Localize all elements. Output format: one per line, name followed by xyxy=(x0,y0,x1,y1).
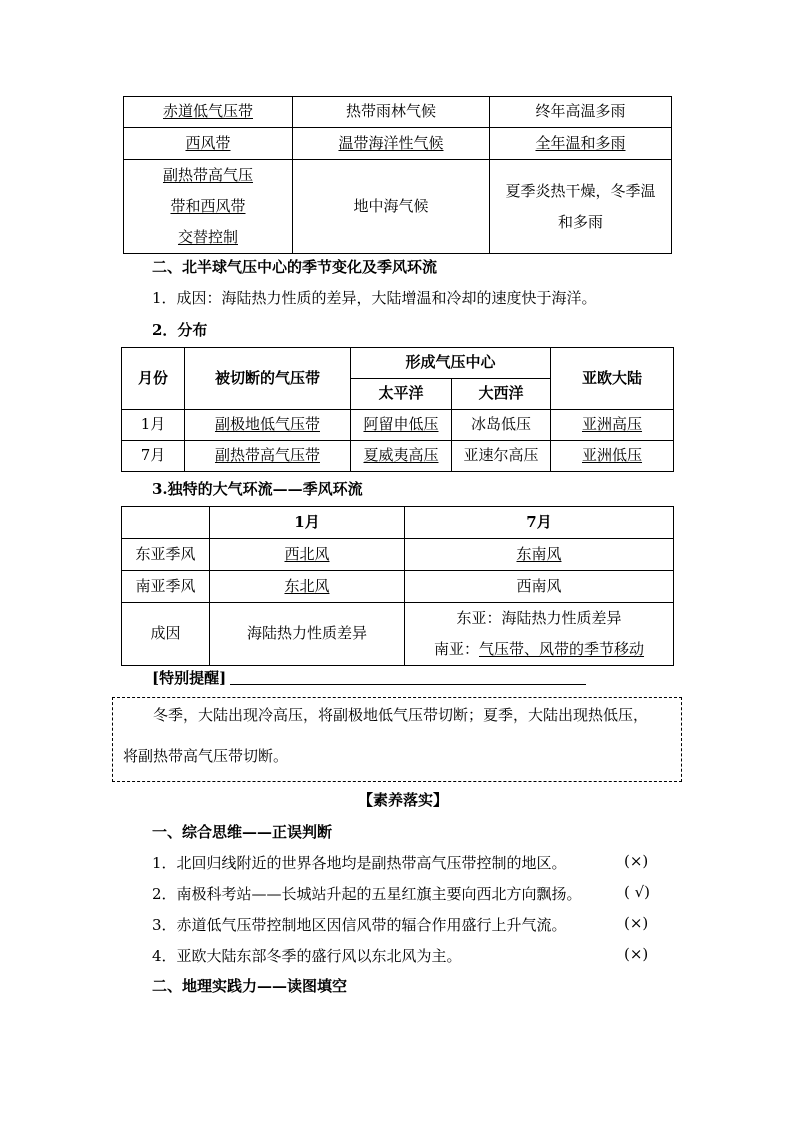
cell-text: 热带雨林气候 xyxy=(345,102,436,121)
header-eurasia: 亚欧大陆 xyxy=(551,348,674,410)
judge-mark: (×) xyxy=(624,914,649,932)
cell-pacific xyxy=(351,441,452,472)
cell-jan xyxy=(210,571,405,603)
header-jan: 1月 xyxy=(210,507,405,539)
row-label: 南亚季风 xyxy=(122,571,210,603)
monsoon-table xyxy=(121,506,674,666)
climate-table xyxy=(123,96,672,254)
section3-heading: 3.独特的大气环流——季风环流 xyxy=(152,480,363,498)
cause-south-asia xyxy=(405,634,673,665)
section2-item1 xyxy=(152,287,597,308)
cell-text: 副极地低气压带 xyxy=(214,415,320,434)
cell-feature xyxy=(490,160,672,254)
literacy-title: 【素养落实】 xyxy=(358,791,449,809)
cell-eurasia xyxy=(551,441,674,472)
cell-month: 1月 xyxy=(122,410,185,441)
cell-text: 赤道低气压带 xyxy=(162,102,253,121)
header-month: 月份 xyxy=(122,348,185,410)
judge-mark: (×) xyxy=(624,852,649,870)
cell-text: 亚洲高压 xyxy=(582,415,643,434)
cell-climate xyxy=(293,160,490,254)
cell-belt xyxy=(124,97,293,128)
reminder-box xyxy=(112,697,682,782)
cell-text: 地中海气候 xyxy=(353,196,429,215)
cell-jul: 西南风 xyxy=(405,571,674,603)
cell-belt xyxy=(185,441,351,472)
reminder-title: [特别提醒] xyxy=(152,669,227,687)
section2-heading: 二、北半球气压中心的季节变化及季风环流 xyxy=(152,258,438,276)
header-pacific: 太平洋 xyxy=(351,379,452,410)
cell-text: 和多雨 xyxy=(557,212,603,231)
item1-text: 1．成因：海陆热力性质的差异，大陆增温和冷却的速度快于海洋。 xyxy=(152,289,597,307)
cause-prefix: 南亚： xyxy=(433,640,479,658)
cell-pacific xyxy=(351,410,452,441)
row-label: 东亚季风 xyxy=(122,539,210,571)
judge-item: 1．北回归线附近的世界各地均是副热带高气压带控制的地区。 xyxy=(152,854,567,872)
cell-belt xyxy=(185,410,351,441)
cell-text: 西风带 xyxy=(185,133,231,152)
cell-jan xyxy=(210,539,405,571)
cell-month: 7月 xyxy=(122,441,185,472)
cell-text: 夏威夷高压 xyxy=(363,446,439,465)
header-atlantic: 大西洋 xyxy=(452,379,551,410)
reminder-rule xyxy=(230,684,586,685)
cause-text: 气压带、风带的季节移动 xyxy=(479,640,645,658)
cell-text: 东南风 xyxy=(516,544,562,563)
cell-climate xyxy=(293,128,490,160)
cell-feature xyxy=(490,97,672,128)
cell-text: 西北风 xyxy=(284,544,330,563)
cell-belt xyxy=(124,160,293,254)
judge-item: 4．亚欧大陆东部冬季的盛行风以东北风为主。 xyxy=(152,947,462,965)
reminder-line2: 将副热带高气压带切断。 xyxy=(123,747,289,765)
literacy-heading1: 一、综合思维——正误判断 xyxy=(152,823,333,841)
header-center: 形成气压中心 xyxy=(351,348,551,379)
cell-text: 亚洲低压 xyxy=(582,446,643,465)
section2-item2: 2．分布 xyxy=(152,321,208,339)
header-empty xyxy=(122,507,210,539)
cell-atlantic: 冰岛低压 xyxy=(452,410,551,441)
cell-text: 副热带高气压 xyxy=(162,166,253,184)
judge-item: 3．赤道低气压带控制地区因信风带的辐合作用盛行上升气流。 xyxy=(152,916,567,934)
cell-eurasia xyxy=(551,410,674,441)
cell-text: 东北风 xyxy=(284,576,330,595)
cell-feature xyxy=(490,128,672,160)
reminder-line1: 冬季，大陆出现冷高压，将副极地低气压带切断；夏季，大陆出现热低压， xyxy=(153,706,649,724)
cell-text: 全年温和多雨 xyxy=(535,133,626,152)
cell-climate xyxy=(293,97,490,128)
cell-belt xyxy=(124,128,293,160)
cell-text: 阿留申低压 xyxy=(363,415,439,434)
judge-mark: ( √) xyxy=(624,883,651,901)
cell-text: 交替控制 xyxy=(177,228,238,246)
judge-mark: (×) xyxy=(624,945,649,963)
cause-east-asia: 东亚：海陆热力性质差异 xyxy=(456,609,622,627)
cell-text: 副热带高气压带 xyxy=(214,446,320,465)
cell-cause-jul xyxy=(405,603,674,666)
header-belt: 被切断的气压带 xyxy=(185,348,351,410)
judge-item: 2．南极科考站——长城站升起的五星红旗主要向西北方向飘扬。 xyxy=(152,885,582,903)
cell-text: 温带海洋性气候 xyxy=(338,133,444,152)
header-jul: 7月 xyxy=(405,507,674,539)
cell-text: 夏季炎热干燥，冬季温 xyxy=(505,181,656,200)
cell-atlantic: 亚速尔高压 xyxy=(452,441,551,472)
cell-text: 带和西风带 xyxy=(170,197,246,215)
row-label: 成因 xyxy=(122,603,210,666)
cell-text: 终年高温多雨 xyxy=(535,102,626,121)
cell-jul xyxy=(405,539,674,571)
distribution-table xyxy=(121,347,674,472)
literacy-heading2: 二、地理实践力——读图填空 xyxy=(152,977,348,995)
cell-cause-jan: 海陆热力性质差异 xyxy=(210,603,405,666)
